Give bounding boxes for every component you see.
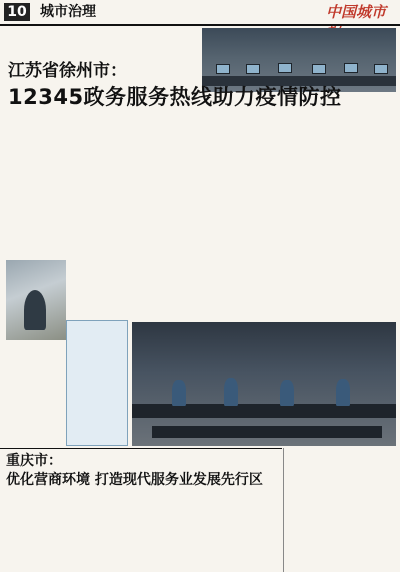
story1-column-4 bbox=[196, 131, 258, 319]
story1-column-3 bbox=[130, 131, 192, 319]
column-divider bbox=[283, 448, 284, 572]
masthead-logo: 中国城市 bbox=[326, 3, 387, 21]
story2-column-3 bbox=[190, 504, 280, 570]
story2-column-1 bbox=[6, 504, 92, 570]
story2-column-2 bbox=[98, 504, 184, 570]
story1-headline-sub: 江苏省徐州市： bbox=[8, 61, 127, 81]
story1-column-5 bbox=[262, 131, 326, 319]
inset-photo bbox=[6, 260, 66, 340]
sidebar-column-2 bbox=[344, 478, 396, 570]
story1-column-1 bbox=[6, 131, 64, 259]
story-divider bbox=[0, 448, 282, 449]
story2-headline bbox=[6, 452, 282, 490]
story2-headline-sub: 重庆市： bbox=[6, 453, 62, 469]
page-header bbox=[0, 0, 400, 24]
story2-headline-main: 优化营商环境 打造现代服务业发展先行区 bbox=[6, 472, 263, 488]
story1-column-1-cont bbox=[6, 342, 64, 446]
story1-column-6 bbox=[330, 131, 396, 319]
story1-headline bbox=[8, 60, 398, 120]
inset-box bbox=[66, 320, 128, 446]
sidebar-column-1 bbox=[288, 478, 340, 570]
header-rule bbox=[0, 24, 400, 26]
page-number: 10 bbox=[4, 3, 30, 21]
story1-column-2 bbox=[68, 131, 126, 317]
section-title: 城市治理 bbox=[40, 4, 96, 20]
factory-photo bbox=[132, 322, 396, 446]
story1-headline-main: 12345政务服务热线助力疫情防控 bbox=[8, 85, 342, 109]
